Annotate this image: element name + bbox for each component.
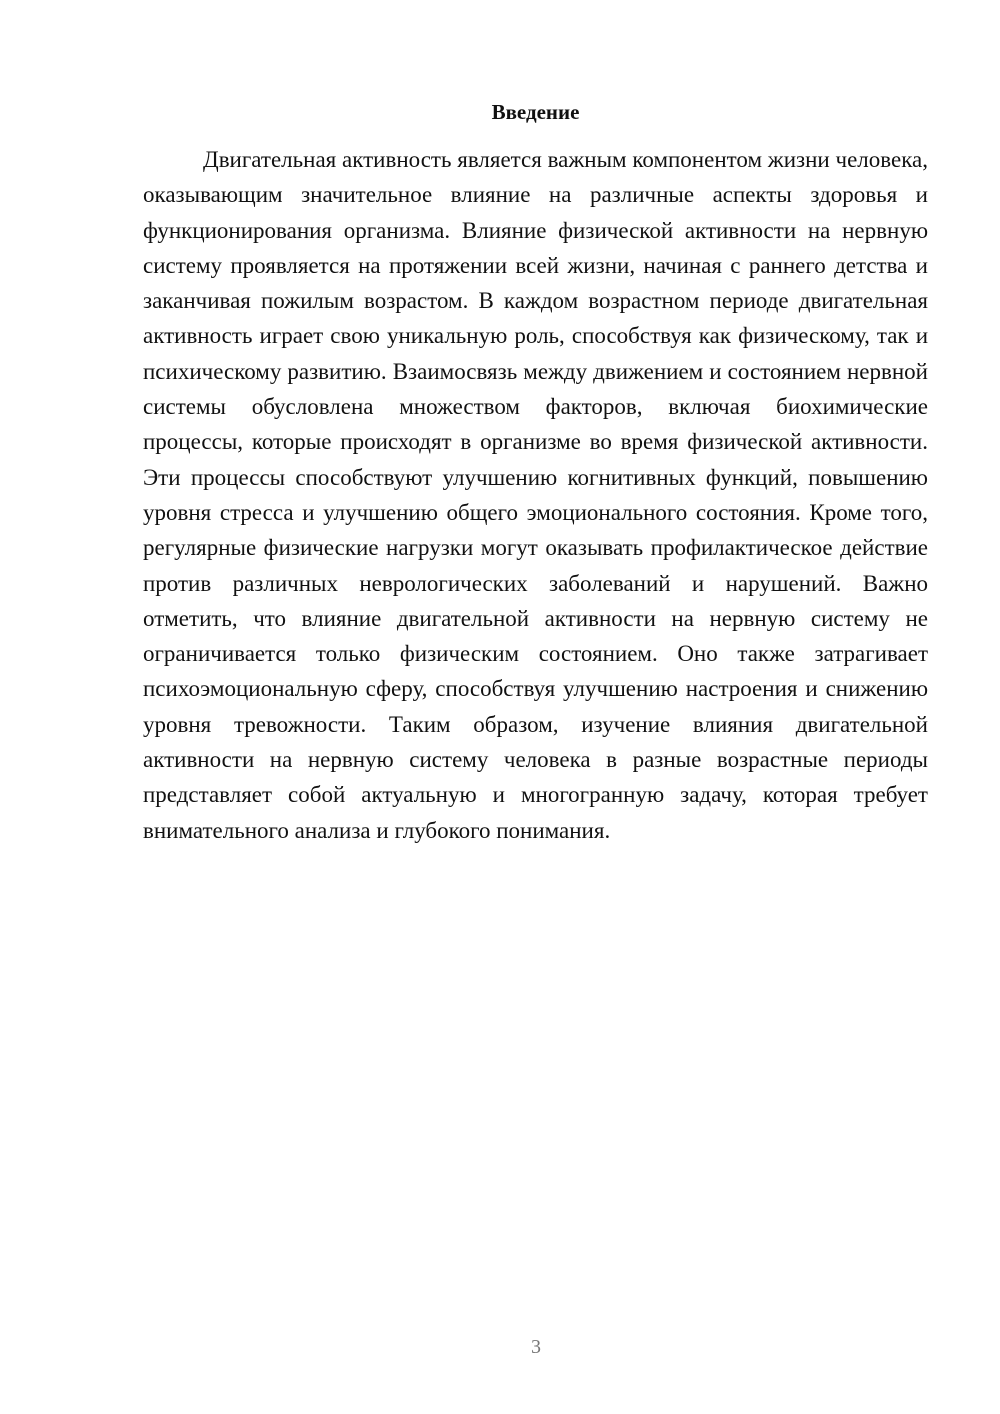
section-title: Введение xyxy=(491,100,580,124)
page-number: 3 xyxy=(531,1336,541,1358)
intro-paragraph: Двигательная активность является важным компонентом жизни человека, оказывающим значительное влияние на различные аспекты здоровья и функционирования организма. Влияние физической активности на нервную систему проявляется на протяжении всей жизни, начиная с раннего детства и заканчивая пожилым возрастом. В каждом возрастном периоде двигательная активность играет свою уникальную роль, способствуя как физическому, так и психическому развитию. Взаимосвязь между движением и состоянием нервной системы обусловлена множеством факторов, включая биохимические процессы, которые происходят в организме во время физической активности. Эти процессы способствуют улучшению когнитивных функций, повышению уровня стресса и улучшению общего эмоционального состояния. Кроме того, регулярные физические нагрузки могут оказывать профилактическое действие против различных неврологических заболеваний и нарушений. Важно отметить, что влияние двигательной активности на нервную систему не ограничивается только физическим состоянием. Оно также затрагивает психоэмоциональную сферу, способствуя улучшению настроения и снижению уровня тревожности. Таким образом, изучение влияния двигательной активности на нервную систему человека в разные возрастные периоды представляет собой актуальную и многогранную задачу, которая требует внимательного анализа и глубокого понимания. xyxy=(143,147,928,843)
